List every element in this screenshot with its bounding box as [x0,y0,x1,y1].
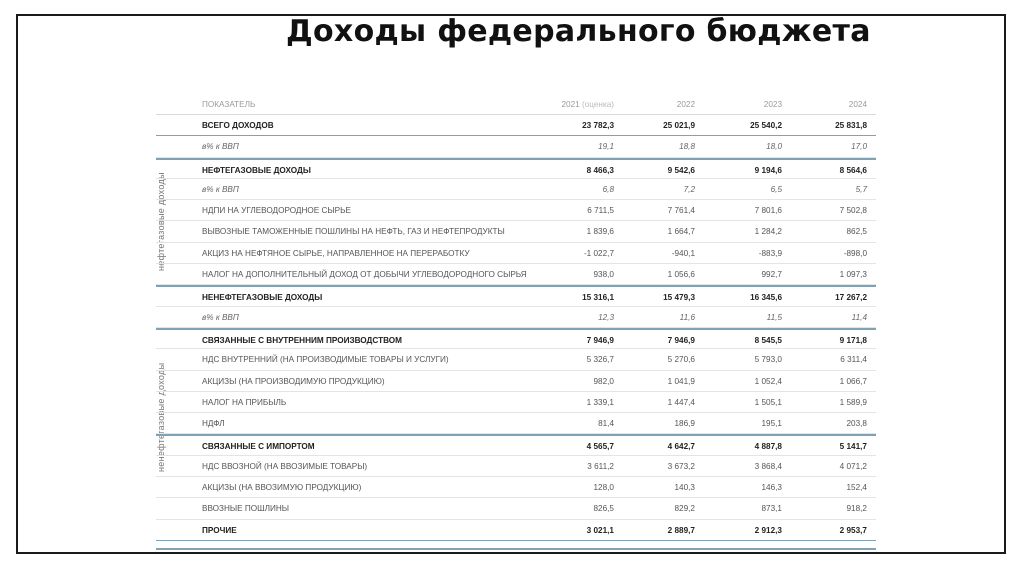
row-value: 1 097,3 [839,270,867,280]
row-value: 7 946,9 [667,335,695,345]
row-value: 826,5 [593,504,614,514]
row-value: 1 339,1 [586,397,614,407]
row-value: -940,1 [671,248,695,258]
row-value: 1 447,4 [667,397,695,407]
row-value: 8 466,3 [586,165,614,175]
row-value: 4 071,2 [839,461,867,471]
header-2021: 2021 (оценка) [561,100,614,109]
header-2024: 2024 [848,100,867,109]
row-value: 829,2 [674,504,695,514]
table-row [156,413,876,434]
row-value: -1 022,7 [583,248,614,258]
row-value: 11,6 [679,312,695,322]
table-row [156,179,876,200]
row-value: 18,8 [679,142,695,152]
row-value: 25 540,2 [750,121,782,130]
row-label: СВЯЗАННЫЕ С ВНУТРЕННИМ ПРОИЗВОДСТВОМ [202,335,402,345]
row-value: 11,5 [766,312,782,322]
row-label: в% к ВВП [202,312,239,322]
revenue-table [156,94,876,541]
bottom-rule [156,548,876,550]
row-label: ВВОЗНЫЕ ПОШЛИНЫ [202,504,290,514]
row-value: 6,8 [602,184,614,194]
row-value: 1 284,2 [754,227,782,237]
row-value: 19,1 [598,142,614,152]
row-value: 152,4 [846,483,867,493]
row-label: НДФЛ [202,419,225,429]
row-value: 938,0 [593,270,614,280]
table-row [156,285,876,306]
table-row [156,371,876,392]
table-row [156,136,876,157]
header-2023: 2023 [763,100,782,109]
row-value: 203,8 [846,419,867,429]
row-label: АКЦИЗ НА НЕФТЯНОЕ СЫРЬЕ, НАПРАВЛЕННОЕ НА ПЕРЕРАБОТКУ [202,248,470,258]
table-row [156,221,876,242]
table-row [156,477,876,498]
table-body [156,115,876,541]
table-row [156,520,876,541]
row-label: ПРОЧИЕ [202,525,237,535]
row-value: 8 564,6 [839,165,867,175]
table-row [156,158,876,179]
header-indicator: ПОКАЗАТЕЛЬ [202,100,256,109]
table-row [156,434,876,455]
row-value: 140,3 [674,483,695,493]
row-label: ВСЕГО ДОХОДОВ [202,121,274,130]
row-value: 992,7 [761,270,782,280]
row-value: 195,1 [761,419,782,429]
row-value: 2 953,7 [839,525,867,535]
row-value: 12,3 [598,312,614,322]
table-row [156,243,876,264]
row-value: 17 267,2 [835,293,867,303]
row-value: 7 801,6 [754,206,782,216]
row-value: 25 831,8 [835,121,867,130]
table-row [156,307,876,328]
row-label: АКЦИЗЫ (НА ПРОИЗВОДИМУЮ ПРОДУКЦИЮ) [202,376,385,386]
row-value: 9 542,6 [667,165,695,175]
row-label: НДС ВВОЗНОЙ (НА ВВОЗИМЫЕ ТОВАРЫ) [202,461,368,471]
row-value: 5 141,7 [839,442,867,452]
row-value: 1 041,9 [667,376,695,386]
table-row [156,498,876,519]
side-label-non-oil-gas: ненефтегазовые доходы [156,362,166,472]
row-value: 1 664,7 [667,227,695,237]
row-value: -898,0 [843,248,867,258]
table-row [156,456,876,477]
table-row [156,264,876,285]
row-value: 7,2 [683,184,695,194]
row-value: 873,1 [761,504,782,514]
row-value: 5 270,6 [667,355,695,365]
table-row [156,392,876,413]
row-value: 15 316,1 [582,293,614,303]
row-value: 1 505,1 [754,397,782,407]
row-label: НЕНЕФТЕГАЗОВЫЕ ДОХОДЫ [202,293,323,303]
row-value: 918,2 [846,504,867,514]
row-value: 23 782,3 [582,121,614,130]
row-label: АКЦИЗЫ (НА ВВОЗИМУЮ ПРОДУКЦИЮ) [202,483,362,493]
row-value: 982,0 [593,376,614,386]
row-label: в% к ВВП [202,142,239,152]
row-value: 81,4 [598,419,614,429]
row-value: 6,5 [770,184,782,194]
row-value: 11,4 [851,312,867,322]
row-value: 6 311,4 [840,355,867,365]
row-value: 3 611,2 [587,461,614,471]
row-value: 862,5 [846,227,867,237]
row-value: 17,0 [851,142,867,152]
row-value: 9 194,6 [754,165,782,175]
row-value: 2 889,7 [667,525,695,535]
table-row [156,349,876,370]
row-value: 1 589,9 [839,397,867,407]
row-value: 3 868,4 [754,461,782,471]
row-label: в% к ВВП [202,184,239,194]
table-row [156,328,876,349]
table-header-row [156,94,876,115]
row-value: 5 326,7 [586,355,614,365]
row-value: 7 761,4 [667,206,695,216]
table-row [156,115,876,136]
row-label: НАЛОГ НА ПРИБЫЛЬ [202,397,287,407]
row-value: 1 056,6 [667,270,695,280]
side-label-oil-gas: нефтегазовые доходы [156,172,166,272]
row-value: 2 912,3 [754,525,782,535]
row-value: 5 793,0 [754,355,782,365]
row-label: НЕФТЕГАЗОВЫЕ ДОХОДЫ [202,165,311,175]
row-label: НДПИ НА УГЛЕВОДОРОДНОЕ СЫРЬЕ [202,206,351,216]
row-value: 18,0 [766,142,782,152]
row-value: 16 345,6 [750,293,782,303]
row-value: 8 545,5 [754,335,782,345]
row-value: 1 839,6 [586,227,614,237]
row-value: 7 946,9 [586,335,614,345]
row-value: 15 479,3 [663,293,695,303]
row-value: 128,0 [593,483,614,493]
row-label: ВЫВОЗНЫЕ ТАМОЖЕННЫЕ ПОШЛИНЫ НА НЕФТЬ, ГАЗ И НЕФТЕПРОДУКТЫ [202,227,505,237]
row-value: 4 642,7 [667,442,695,452]
row-value: 7 502,8 [839,206,867,216]
row-value: 9 171,8 [839,335,867,345]
table-row [156,200,876,221]
header-2021-note: (оценка) [582,100,614,109]
row-value: 1 066,7 [839,376,867,386]
header-2022: 2022 [676,100,695,109]
slide-title: Доходы федерального бюджета [286,14,871,49]
row-value: 3 021,1 [586,525,614,535]
row-value: 1 052,4 [754,376,782,386]
row-value: 6 711,5 [587,206,614,216]
row-label: НДС ВНУТРЕННИЙ (НА ПРОИЗВОДИМЫЕ ТОВАРЫ И УСЛУГИ) [202,355,449,365]
row-label: СВЯЗАННЫЕ С ИМПОРТОМ [202,442,315,452]
row-value: 5,7 [855,184,867,194]
row-value: 146,3 [761,483,782,493]
row-value: 25 021,9 [663,121,695,130]
row-value: -883,9 [758,248,782,258]
row-value: 3 673,2 [667,461,695,471]
row-value: 4 887,8 [754,442,782,452]
row-label: НАЛОГ НА ДОПОЛНИТЕЛЬНЫЙ ДОХОД ОТ ДОБЫЧИ УГЛЕВОДОРОДНОГО СЫРЬЯ [202,270,527,280]
row-value: 4 565,7 [586,442,614,452]
row-value: 186,9 [674,419,695,429]
